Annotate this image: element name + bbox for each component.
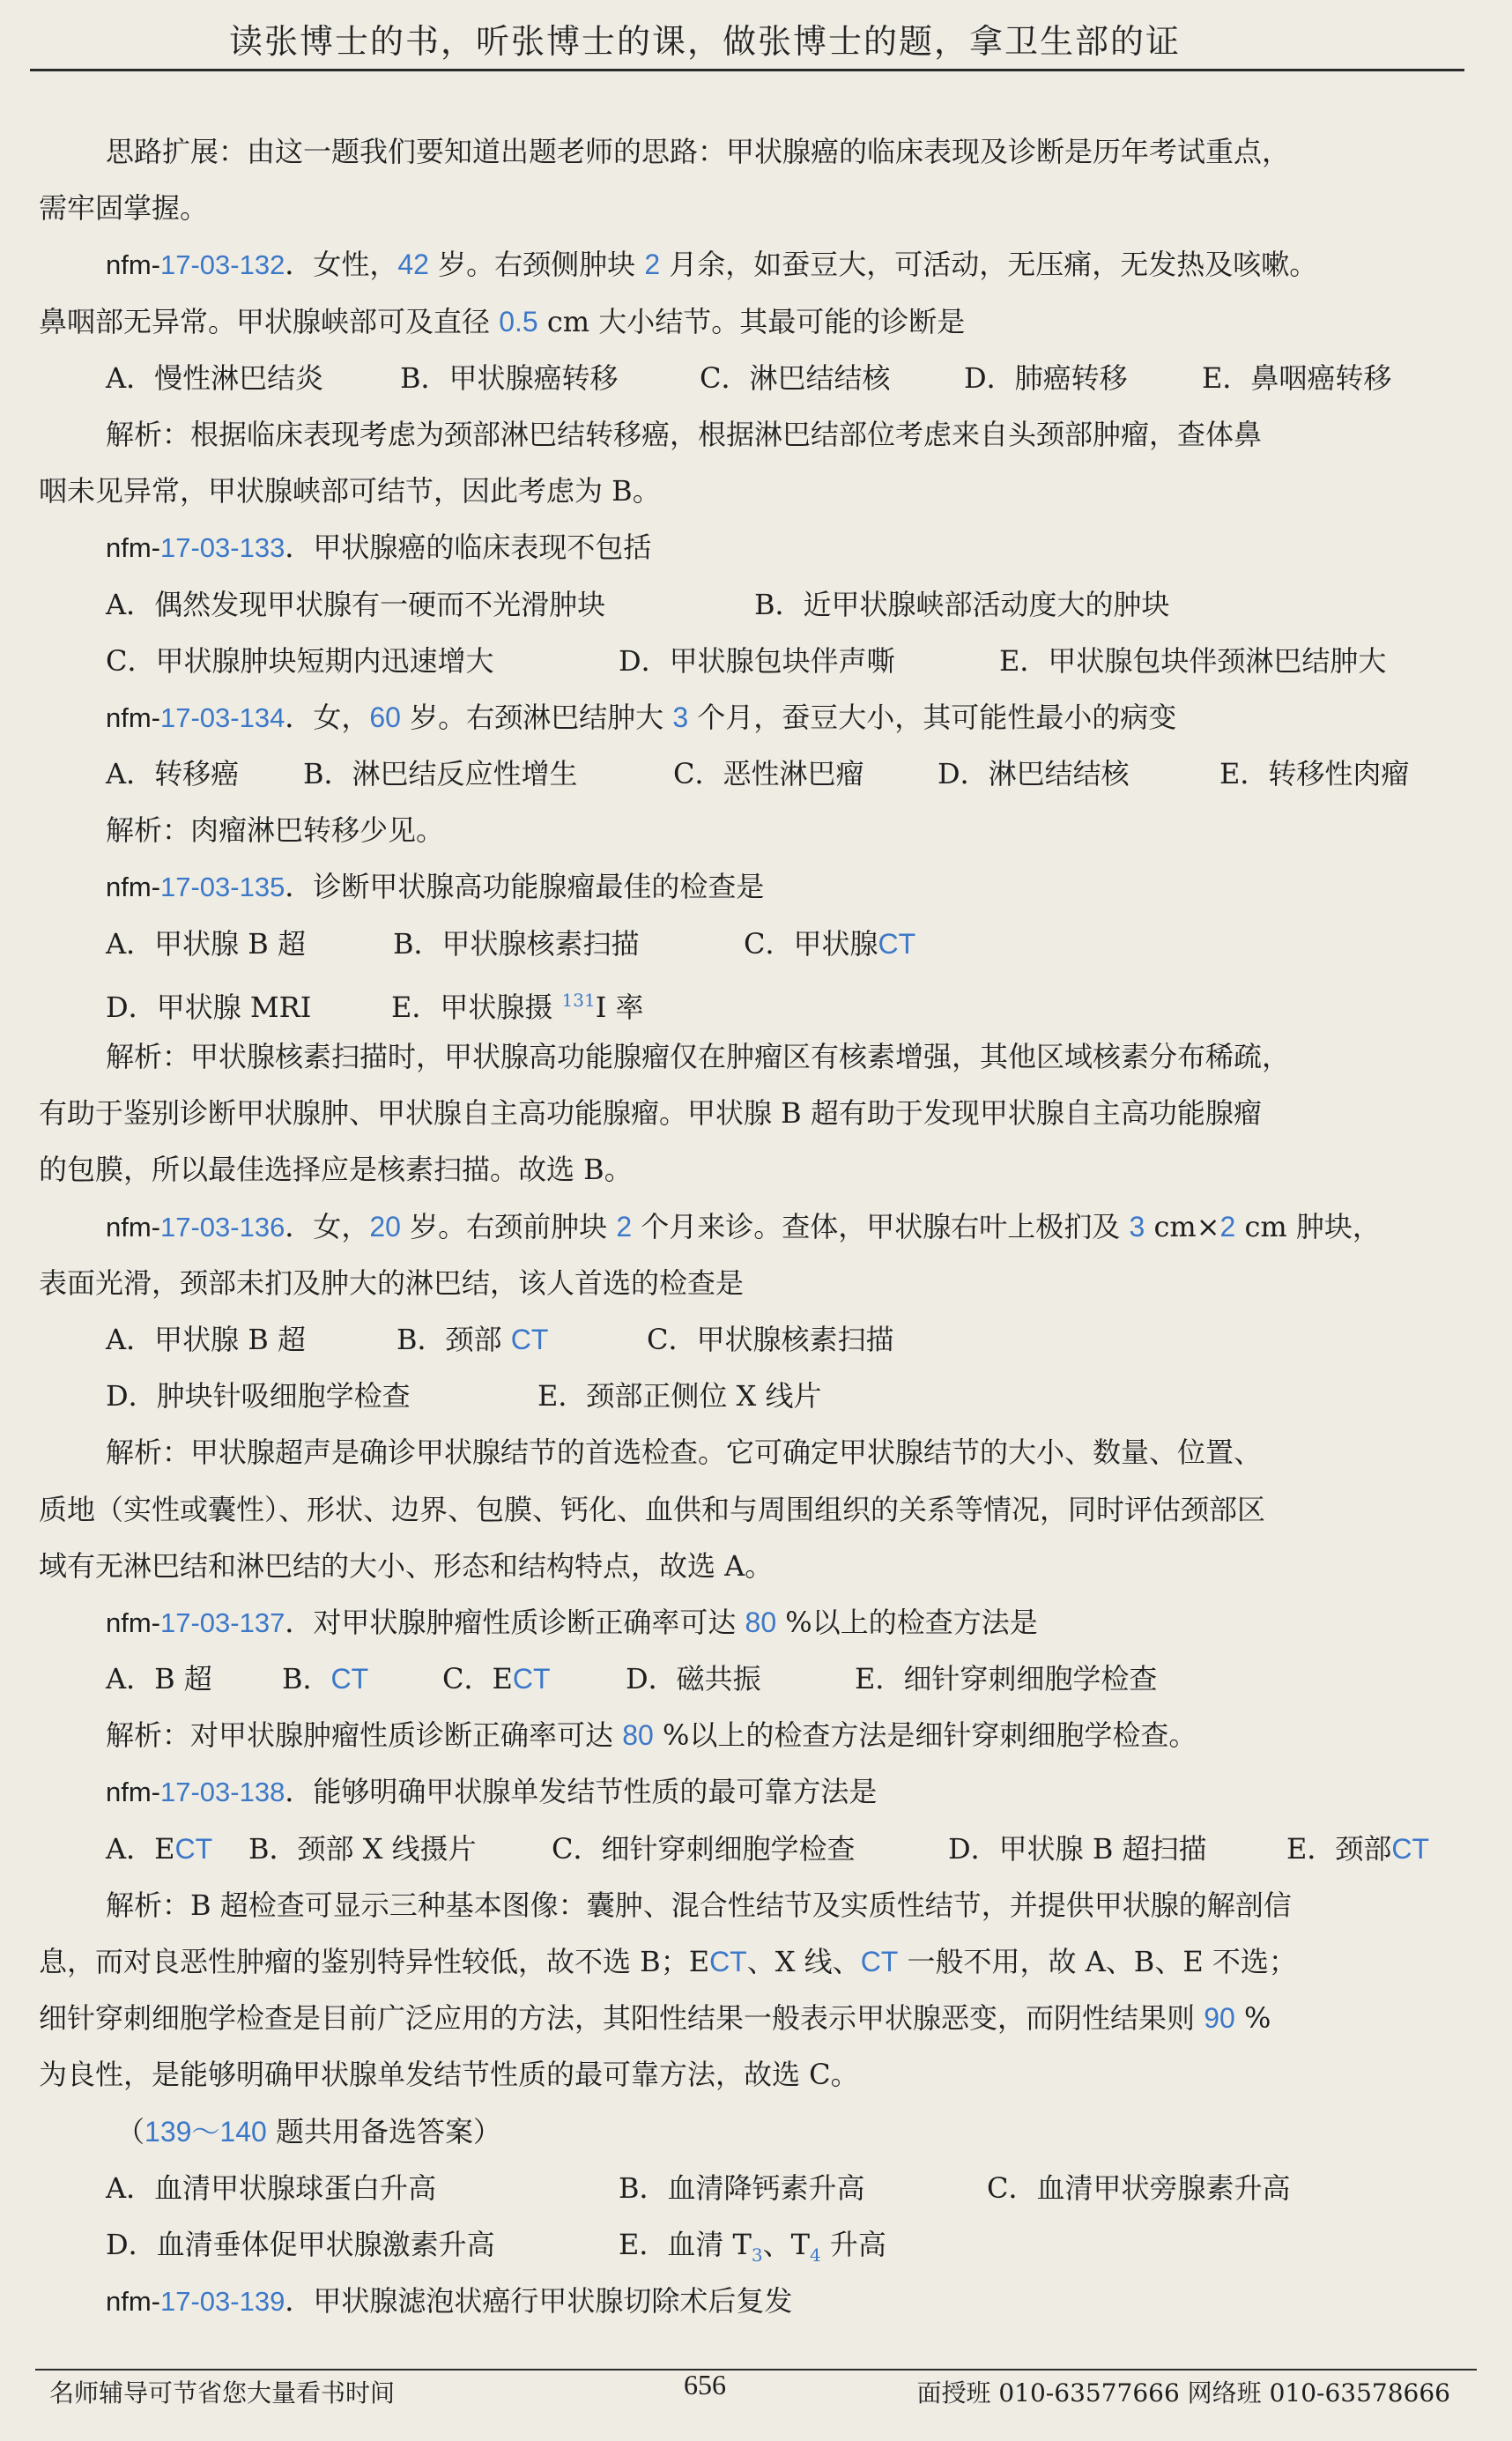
options-row — [39, 1311, 1466, 1368]
explanation: 解析：对甲状腺肿瘤性质诊断正确率可达 80 %以上的检查方法是细针穿刺细胞学检查。 — [106, 1718, 1197, 1753]
explanation: 息，而对良恶性肿瘤的鉴别特异性较低，故不选 B；ECT、X 线、CT 一般不用，故 A、B、E 不选； — [39, 1945, 1297, 1978]
option-c: C．淋巴结结核 — [700, 360, 891, 395]
explanation: 的包膜，所以最佳选择应是核素扫描。故选 B。 — [39, 1153, 633, 1187]
option-d: D．磁共振 — [626, 1662, 761, 1696]
options-row — [39, 1651, 1466, 1707]
page-footer — [0, 2369, 1512, 2427]
option-e: E．颈部正侧位 X 线片 — [537, 1379, 822, 1413]
options-row — [39, 746, 1466, 802]
question-138: nfm-17-03-138．能够明确甲状腺单发结节性质的最可靠方法是 — [106, 1775, 878, 1809]
option-a: A．慢性淋巴结炎 — [106, 360, 324, 395]
option-e: E．甲状腺摄 $^{131}$I 率 — [391, 989, 644, 1024]
option-a: A．B 超 — [106, 1662, 212, 1696]
header-title: 读张博士的书，听张博士的课，做张博士的题，拿卫生部的证 — [229, 22, 1182, 61]
option-c: C．甲状腺核素扫描 — [647, 1322, 894, 1356]
page-content — [39, 123, 1466, 2329]
question-code: 17-03-138 — [160, 1777, 285, 1808]
option-c: C．恶性淋巴瘤 — [673, 757, 864, 791]
footer-divider — [35, 2369, 1477, 2371]
options-row — [39, 1821, 1466, 1877]
question-code: 17-03-137 — [160, 1606, 285, 1638]
question-code: 17-03-139 — [160, 2286, 285, 2318]
option-c: C．ECT — [442, 1662, 551, 1696]
option-b: B．甲状腺癌转移 — [400, 360, 619, 395]
option-d: D．血清垂体促甲状腺激素升高 — [106, 2227, 495, 2261]
explanation: 为良性，是能够明确甲状腺单发结节性质的最可靠方法，故选 C。 — [39, 2058, 859, 2092]
option-a: A．甲状腺 B 超 — [106, 926, 306, 961]
explanation: 解析：根据临床表现考虑为颈部淋巴结转移癌，根据淋巴结部位考虑来自头颈部肿瘤，查体鼻 — [106, 417, 1263, 451]
footer-contact: 面授班 010-63577666 网络班 010-63578666 — [916, 2378, 1450, 2408]
option-d: D．淋巴结结核 — [938, 757, 1130, 791]
text-line: 表面光滑，颈部未扪及肿大的淋巴结，该人首选的检查是 — [39, 1265, 745, 1300]
option-c: C．血清甲状旁腺素升高 — [987, 2170, 1291, 2205]
explanation: 质地（实性或囊性）、形状、边界、包膜、钙化、血供和与周围组织的关系等情况，同时评估颈部区 — [39, 1492, 1266, 1526]
explanation: 有助于鉴别诊断甲状腺肿、甲状腺自主高功能腺瘤。甲状腺 B 超有助于发现甲状腺自主高功能腺瘤 — [39, 1096, 1262, 1131]
option-b: B．近甲状腺峡部活动度大的肿块 — [754, 587, 1170, 621]
explanation: 咽未见异常，甲状腺峡部可结节，因此考虑为 B。 — [39, 474, 661, 508]
question-137: nfm-17-03-137．对甲状腺肿瘤性质诊断正确率可达 80 %以上的检查方法是 — [106, 1605, 1038, 1639]
explanation: 解析：甲状腺核素扫描时，甲状腺高功能腺瘤仅在肿瘤区有核素增强，其他区域核素分布稀疏， — [106, 1040, 1291, 1073]
question-code: 17-03-134 — [160, 701, 285, 733]
question-code: 17-03-133 — [160, 532, 285, 564]
option-c: C．甲状腺肿块短期内迅速增大 — [106, 643, 494, 678]
text-line: 需牢固掌握。 — [39, 191, 209, 226]
option-b: B．CT — [282, 1662, 369, 1696]
options-row — [39, 633, 1466, 689]
option-d: D．甲状腺 MRI — [106, 990, 312, 1024]
option-b: B．甲状腺核素扫描 — [393, 926, 640, 961]
question-136: nfm-17-03-136．女，20 岁。右颈前肿块 2 个月来诊。查体，甲状腺右叶上极扪及 3 cm×2 cm 肿块， — [106, 1209, 1381, 1243]
options-row — [39, 350, 1466, 406]
option-d: D．甲状腺包块伴声嘶 — [619, 643, 895, 678]
options-row — [39, 916, 1466, 972]
header-divider — [30, 69, 1464, 71]
option-a: A．甲状腺 B 超 — [106, 1322, 306, 1356]
options-row — [39, 972, 1466, 1028]
option-d: D．甲状腺 B 超扫描 — [948, 1831, 1207, 1866]
option-b: B．淋巴结反应性增生 — [303, 757, 578, 791]
option-b: B．血清降钙素升高 — [619, 2170, 865, 2205]
shared-options-heading: （139～140 题共用备选答案） — [116, 2114, 501, 2148]
option-d: D．肿块针吸细胞学检查 — [106, 1379, 411, 1413]
option-e: E．转移性肉瘤 — [1219, 757, 1410, 791]
options-row — [39, 576, 1466, 633]
text-line: 思路扩展：由这一题我们要知道出题老师的思路：甲状腺癌的临床表现及诊断是历年考试重点， — [106, 135, 1291, 168]
explanation: 细针穿刺细胞学检查是目前广泛应用的方法，其阳性结果一般表示甲状腺恶变，而阴性结果则 90 % — [39, 2001, 1271, 2036]
option-a: A．转移癌 — [106, 757, 240, 791]
option-b: B．颈部 X 线摄片 — [248, 1831, 477, 1866]
options-row — [39, 2160, 1466, 2216]
option-d: D．肺癌转移 — [964, 360, 1128, 395]
question-133: nfm-17-03-133．甲状腺癌的临床表现不包括 — [106, 530, 652, 565]
option-b: B．颈部 CT — [397, 1322, 549, 1356]
page-header — [0, 0, 1512, 78]
question-139: nfm-17-03-139．甲状腺滤泡状癌行甲状腺切除术后复发 — [106, 2284, 793, 2319]
option-a: A．血清甲状腺球蛋白升高 — [106, 2170, 437, 2205]
option-e: E．鼻咽癌转移 — [1202, 360, 1392, 395]
page-number: 656 — [684, 2369, 726, 2400]
footer-slogan: 名师辅导可节省您大量看书时间 — [49, 2378, 396, 2408]
option-e: E．甲状腺包块伴颈淋巴结肿大 — [999, 643, 1387, 678]
question-135: nfm-17-03-135．诊断甲状腺高功能腺瘤最佳的检查是 — [106, 870, 765, 904]
explanation: 域有无淋巴结和淋巴结的大小、形态和结构特点，故选 A。 — [39, 1548, 774, 1583]
option-a: A．ECT — [106, 1831, 213, 1866]
option-e: E．血清 $T_3$、$T_4$ 升高 — [619, 2227, 886, 2266]
question-code: 17-03-132 — [160, 249, 285, 281]
question-132: nfm-17-03-132．女性，42 岁。右颈侧肿块 2 月余，如蚕豆大，可活动，无压痛，无发热及咳嗽。 — [106, 248, 1318, 282]
option-e: E．细针穿刺细胞学检查 — [855, 1662, 1158, 1696]
options-row — [39, 1368, 1466, 1424]
option-e: E．颈部CT — [1286, 1831, 1430, 1866]
question-code: 17-03-136 — [160, 1211, 285, 1243]
explanation: 解析：肉瘤淋巴转移少见。 — [106, 813, 445, 848]
question-134: nfm-17-03-134．女，60 岁。右颈淋巴结肿大 3 个月，蚕豆大小，其可能性最小的病变 — [106, 700, 1177, 734]
explanation: 解析：B 超检查可显示三种基本图像：囊肿、混合性结节及实质性结节，并提供甲状腺的解剖信 — [106, 1888, 1292, 1922]
option-c: C．细针穿刺细胞学检查 — [552, 1831, 856, 1866]
option-c: C．甲状腺CT — [744, 926, 916, 961]
question-code: 17-03-135 — [160, 872, 285, 903]
text-line: 鼻咽部无异常。甲状腺峡部可及直径 0.5 cm 大小结节。其最可能的诊断是 — [39, 304, 966, 338]
options-row — [39, 2216, 1466, 2273]
explanation: 解析：甲状腺超声是确诊甲状腺结节的首选检查。它可确定甲状腺结节的大小、数量、位置、 — [106, 1436, 1263, 1470]
option-a: A．偶然发现甲状腺有一硬而不光滑肿块 — [106, 587, 606, 621]
